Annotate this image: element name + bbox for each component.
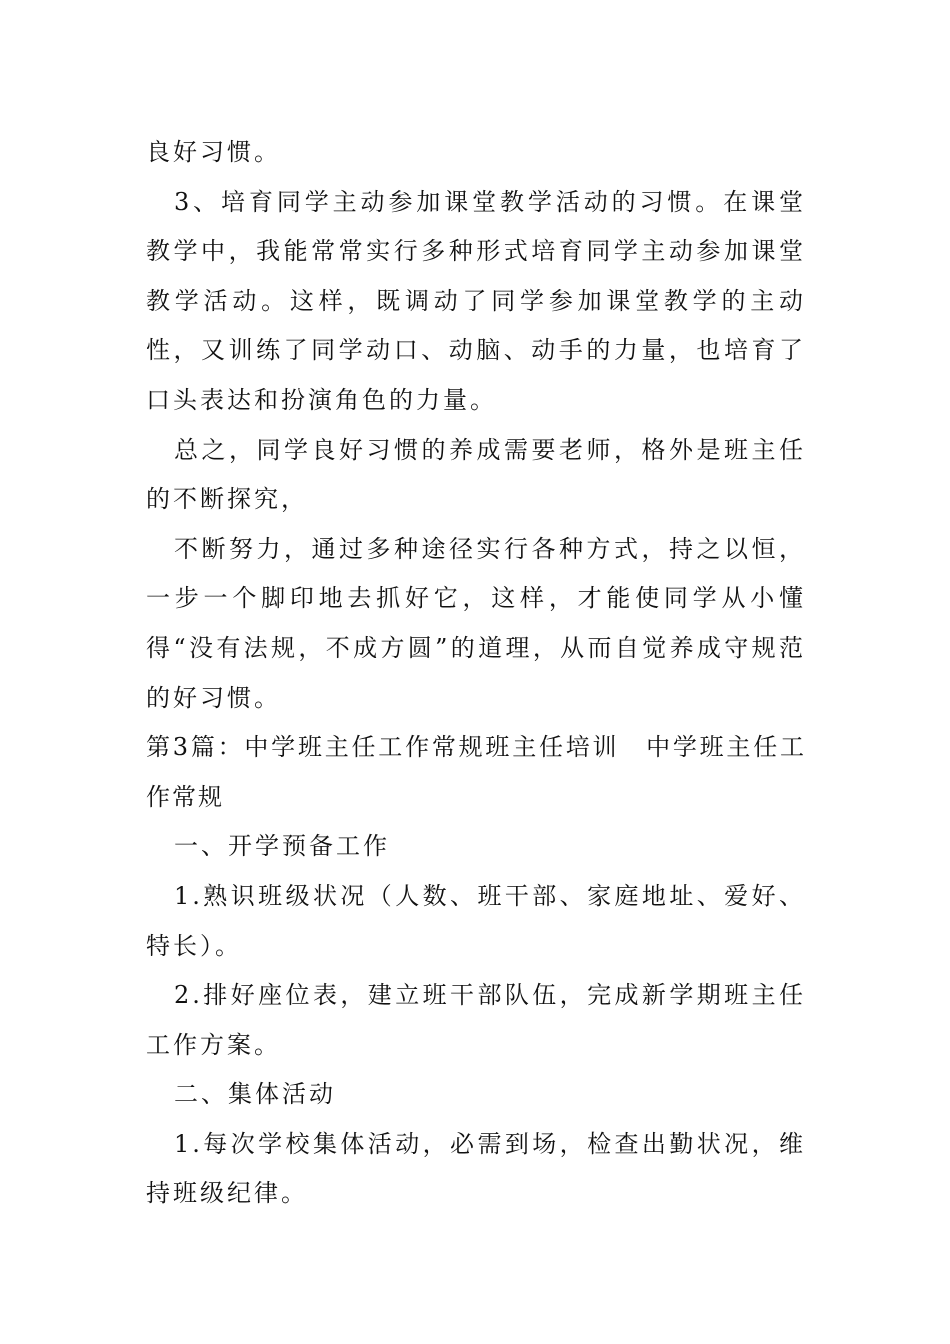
subheading-collective-activities: 二、集体活动 xyxy=(174,1080,336,1109)
document-page xyxy=(146,128,806,1219)
list-item-seating-plan: 2.排好座位表，建立班干部队伍，完成新学期班主任工作方案。 xyxy=(146,981,806,1059)
list-item-attendance: 1.每次学校集体活动，必需到场，检查出勤状况，维持班级纪律。 xyxy=(146,1129,806,1208)
paragraph-summary-start: 总之，同学良好习惯的养成需要老师，格外是班主任的不断探究， xyxy=(146,435,806,514)
subheading-preparation: 一、开学预备工作 xyxy=(174,832,390,861)
paragraph-classroom-participation: 3、培育同学主动参加课堂教学活动的习惯。在课堂教学中，我能常常实行多种形式培育同学主动参加课堂教学活动。这样，既调动了同学参加课堂教学的主动性，又训练了同学动口、动脑、动手的力量，也培育了口头表达和扮演角色的力量。 xyxy=(146,187,806,414)
section-heading-article-3: 第3篇：中学班主任工作常规班主任培训 中学班主任工作常规 xyxy=(146,733,806,811)
list-item-class-status: 1.熟识班级状况（人数、班干部、家庭地址、爱好、特长）。 xyxy=(146,881,806,960)
paragraph-summary-continued: 不断努力，通过多种途径实行各种方式，持之以恒，一步一个脚印地去抓好它，这样，才能使同学从小懂得“没有法规，不成方圆”的道理，从而自觉养成守规范的好习惯。 xyxy=(146,534,806,712)
paragraph-habit-end: 良好习惯。 xyxy=(146,138,281,166)
